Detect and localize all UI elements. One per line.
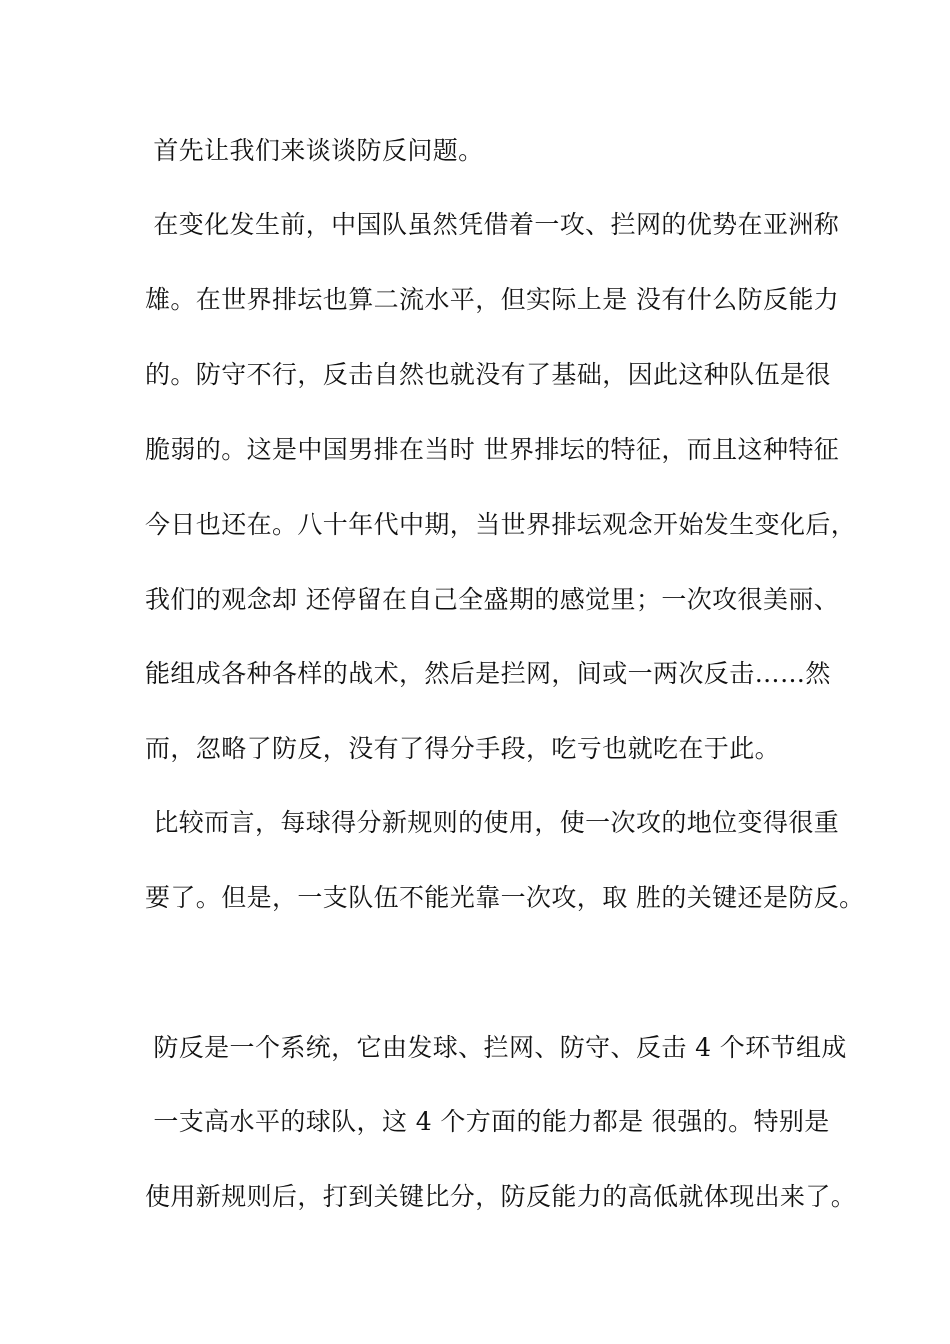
text-line: 我们的观念却 还停留在自己全盛期的感觉里；一次攻很美丽、	[145, 585, 840, 614]
text-line: 比较而言，每球得分新规则的使用，使一次攻的地位变得很重	[145, 808, 840, 837]
text-line: 在变化发生前，中国队虽然凭借着一攻、拦网的优势在亚洲称	[145, 210, 840, 239]
text-line: 一支高水平的球队，这 4 个方面的能力都是 很强的。特别是	[145, 1107, 830, 1136]
text-line: 雄。在世界排坛也算二流水平，但实际上是 没有什么防反能力	[145, 285, 840, 314]
text-line: 使用新规则后，打到关键比分，防反能力的高低就体现出来了。	[145, 1182, 857, 1211]
text-line: 而，忽略了防反，没有了得分手段，吃亏也就吃在于此。	[145, 734, 781, 763]
text-line: 能组成各种各样的战术，然后是拦网，间或一两次反击……然	[145, 659, 831, 688]
text-line: 要了。但是，一支队伍不能光靠一次攻，取 胜的关键还是防反。	[145, 883, 865, 912]
text-line: 今日也还在。八十年代中期，当世界排坛观念开始发生变化后，	[145, 510, 857, 539]
text-line: 首先让我们来谈谈防反问题。	[145, 136, 484, 165]
text-line: 的。防守不行，反击自然也就没有了基础，因此这种队伍是很	[145, 360, 831, 389]
text-line: 脆弱的。这是中国男排在当时 世界排坛的特征，而且这种特征	[145, 435, 840, 464]
text-line: 防反是一个系统，它由发球、拦网、防守、反击 4 个环节组成	[145, 1033, 847, 1062]
